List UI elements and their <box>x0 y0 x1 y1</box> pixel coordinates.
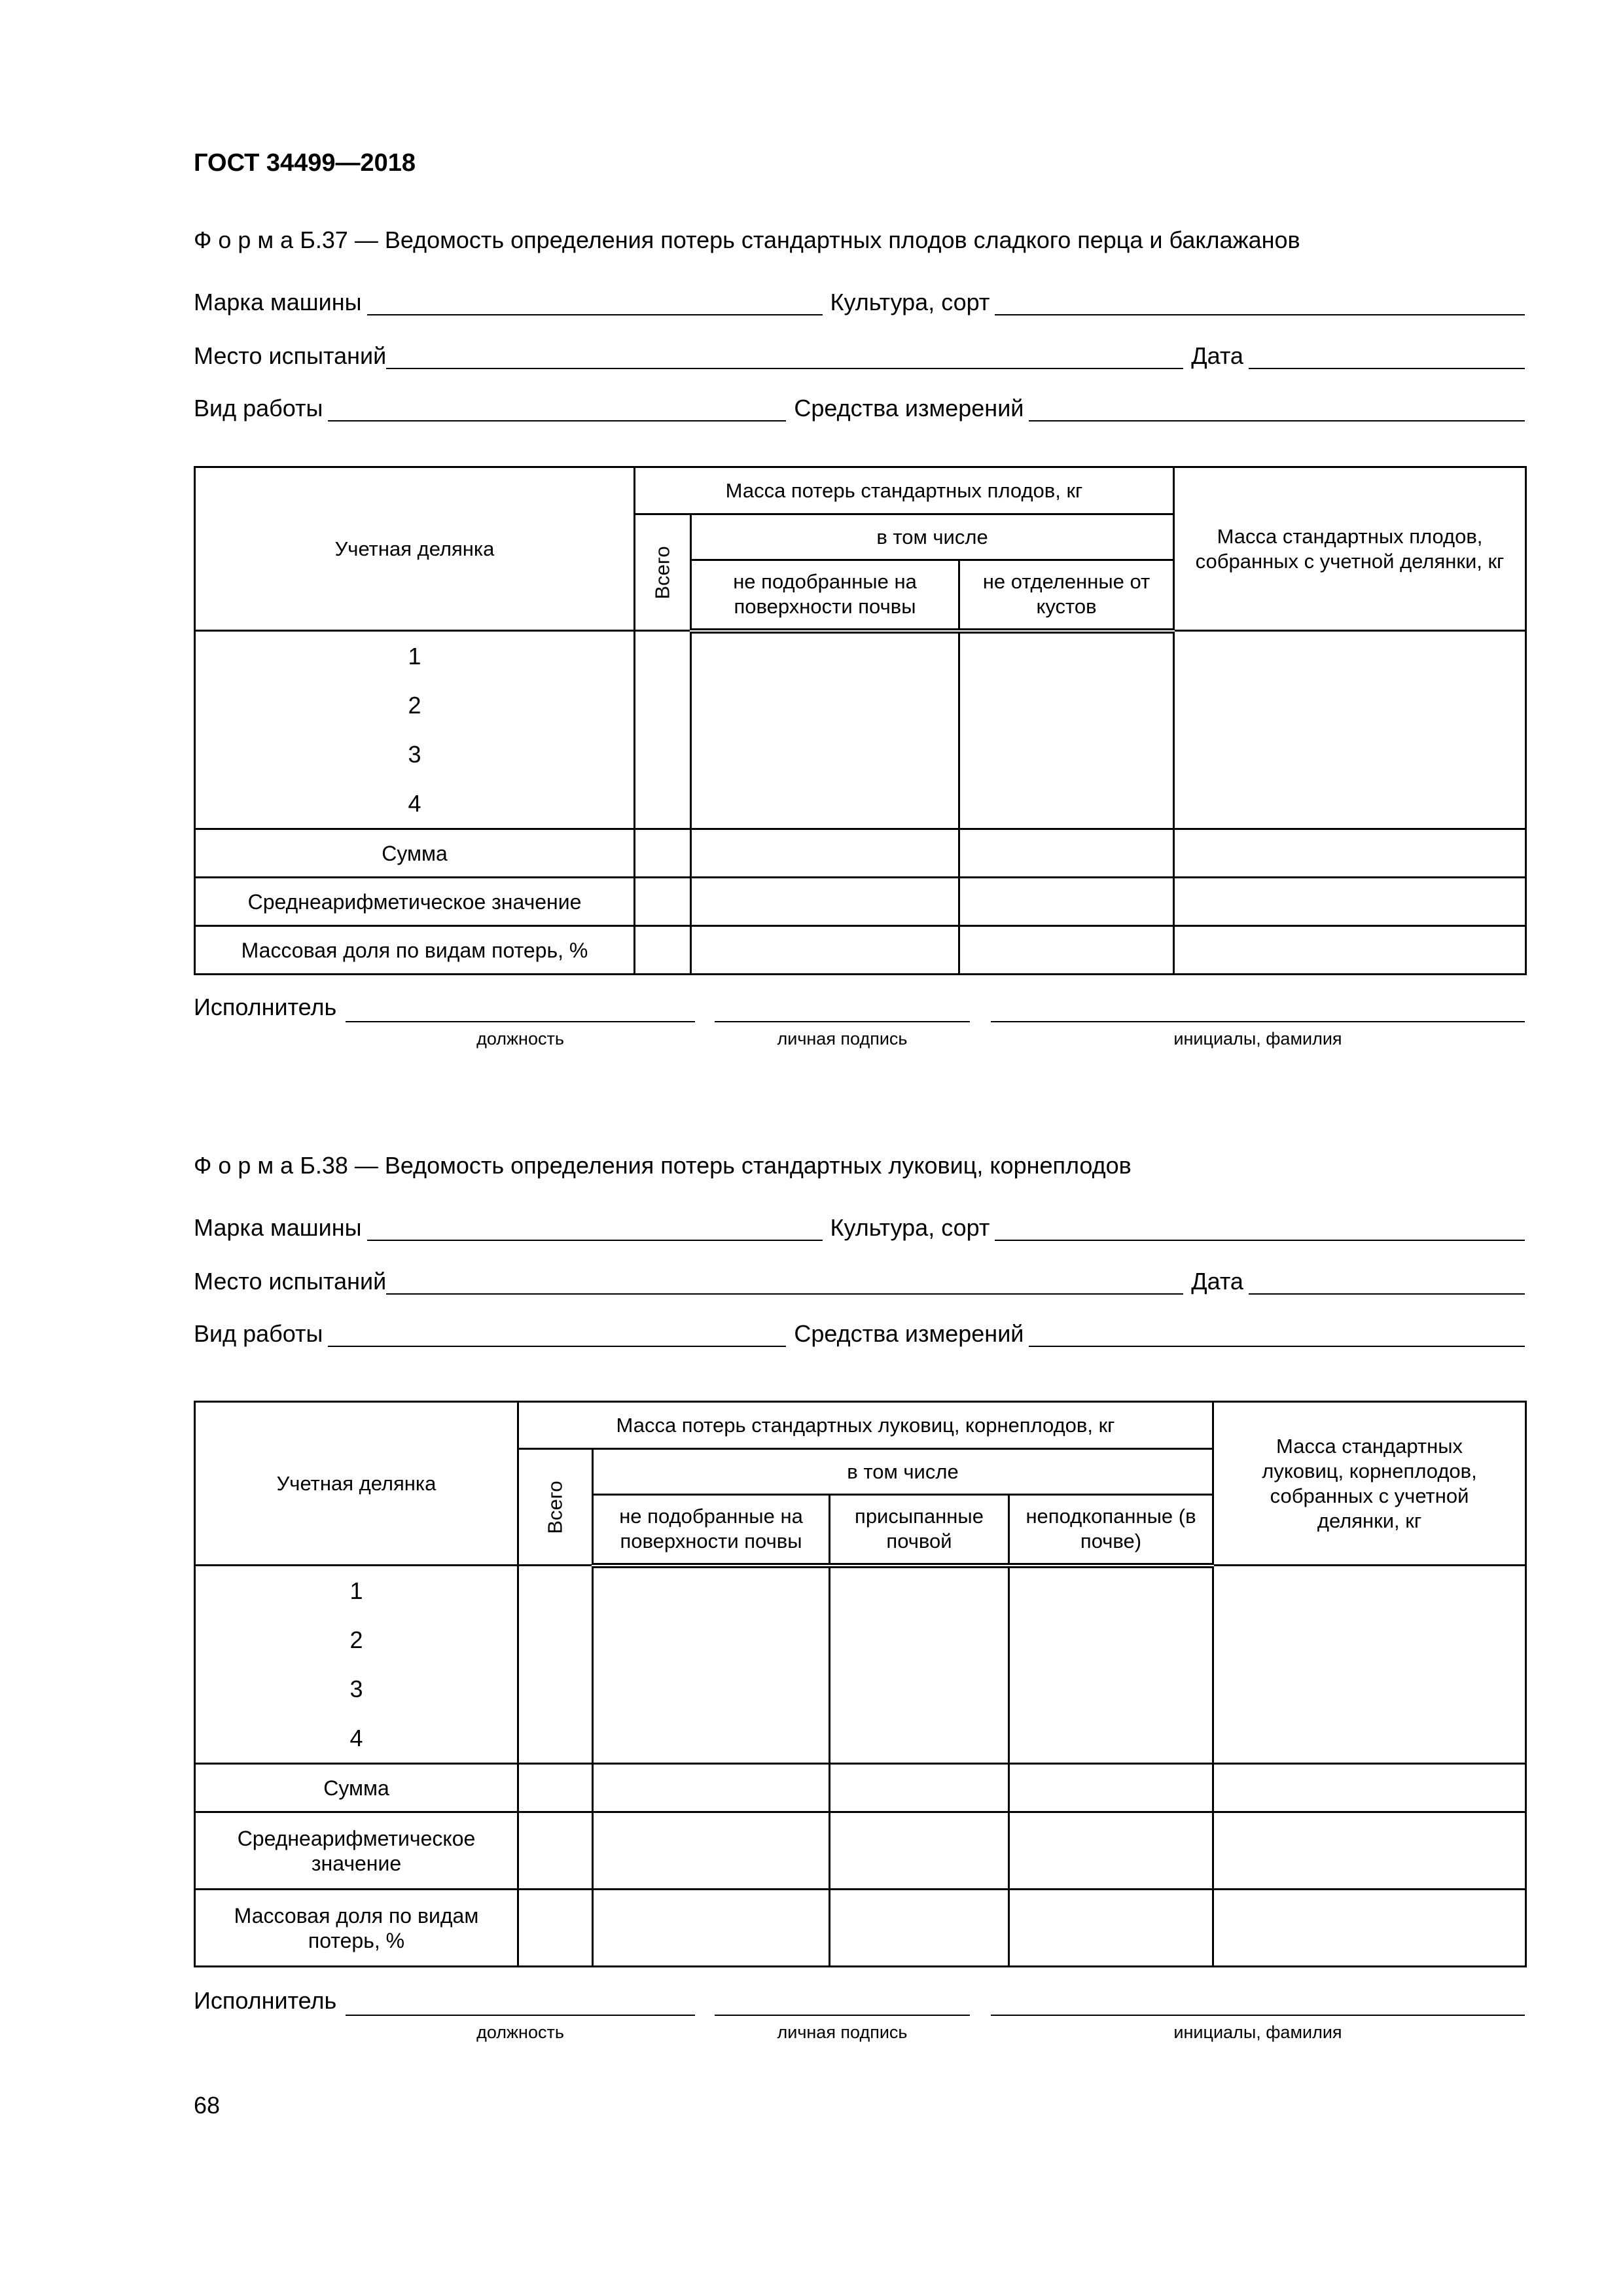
plot-number: 2 <box>349 1626 363 1653</box>
plot-number: 1 <box>349 1577 363 1604</box>
table-cell[interactable] <box>1009 1812 1213 1890</box>
form37-work-input-line[interactable] <box>328 394 786 422</box>
form38-col-not-picked: не подобранные на поверхности почвы <box>593 1495 830 1566</box>
form38-means-input-line[interactable] <box>1029 1319 1525 1347</box>
table-cell[interactable] <box>1174 878 1526 926</box>
form38-date-label: Дата <box>1191 1268 1243 1295</box>
form38-executor-label: Исполнитель <box>194 1987 337 2014</box>
table-cell[interactable] <box>518 1890 593 1967</box>
form38-machine-input-line[interactable] <box>367 1213 823 1241</box>
form38-row-mean: Среднеарифметическое значение <box>195 1812 518 1890</box>
form37-place-label: Место испытаний <box>194 342 387 369</box>
table-cell[interactable] <box>1174 631 1526 829</box>
form37-position-line[interactable] <box>346 1021 695 1022</box>
plot-number: 4 <box>349 1725 363 1751</box>
form38-place-label: Место испытаний <box>194 1268 387 1295</box>
form38-row-sum: Сумма <box>195 1764 518 1812</box>
form38-row-machine <box>194 1208 1525 1241</box>
table-cell[interactable] <box>518 1812 593 1890</box>
form37-executor-label: Исполнитель <box>194 994 337 1020</box>
form37-sign-line[interactable] <box>715 1021 970 1022</box>
form38-row-share: Массовая доля по видам потерь, % <box>195 1890 518 1967</box>
table-cell[interactable] <box>1174 926 1526 975</box>
form37-sign-caption: личная подпись <box>777 1029 908 1049</box>
form38-col-plot: Учетная делянка <box>195 1402 518 1566</box>
form37-col-plot: Учетная делянка <box>195 467 635 631</box>
form37-row-place <box>194 336 1525 369</box>
form38-col-total-cell <box>518 1449 593 1566</box>
table-cell[interactable] <box>1009 1764 1213 1812</box>
form37-means-input-line[interactable] <box>1029 394 1525 422</box>
form37-col-not-picked: не подобранные на поверхности почвы <box>691 560 959 631</box>
form37-row-work <box>194 389 1525 422</box>
form38-col-not-dug: неподкопанные (в почве) <box>1009 1495 1213 1566</box>
form37-col-mass-collected: Масса стандартных плодов, собранных с учетной делянки, кг <box>1174 467 1526 631</box>
table-cell[interactable] <box>1009 1890 1213 1967</box>
table-cell[interactable] <box>593 1764 830 1812</box>
plot-number: 2 <box>408 692 421 719</box>
plot-number: 3 <box>349 1676 363 1702</box>
table-cell[interactable] <box>691 878 959 926</box>
form38-name-line[interactable] <box>991 2015 1525 2016</box>
table-cell[interactable] <box>691 926 959 975</box>
form37-means-label: Средства измерений <box>794 395 1024 422</box>
table-cell[interactable] <box>1213 1890 1526 1967</box>
form37-col-mass-loss: Масса потерь стандартных плодов, кг <box>635 467 1174 514</box>
table-cell[interactable] <box>959 829 1174 878</box>
table-cell[interactable] <box>1213 1566 1526 1764</box>
form38-machine-label: Марка машины <box>194 1214 362 1241</box>
form37-row-machine <box>194 283 1525 315</box>
form37-signature-block <box>194 994 1525 1059</box>
form38-title-text: Б.38 — Ведомость определения потерь стандартных луковиц, корнеплодов <box>293 1152 1132 1179</box>
table-cell[interactable] <box>830 1764 1009 1812</box>
form38-position-line[interactable] <box>346 2015 695 2016</box>
form38-col-including: в том числе <box>593 1449 1213 1495</box>
form38-col-mass-collected: Масса стандартных луковиц, корнеплодов, собранных с учетной делянки, кг <box>1213 1402 1526 1566</box>
form38-sign-caption: личная подпись <box>777 2022 908 2042</box>
table-cell[interactable] <box>593 1566 830 1764</box>
table-cell[interactable] <box>518 1764 593 1812</box>
form38-title-prefix: Ф о р м а <box>194 1152 294 1179</box>
form37-place-input-line[interactable] <box>386 342 1183 369</box>
form37-title-prefix: Ф о р м а <box>194 226 294 253</box>
form38-culture-input-line[interactable] <box>995 1213 1525 1241</box>
form38-work-input-line[interactable] <box>328 1319 786 1347</box>
document-standard-number: ГОСТ 34499—2018 <box>194 149 416 177</box>
form38-signature-block <box>194 1987 1525 2053</box>
form38-row-work <box>194 1314 1525 1347</box>
form38-position-caption: должность <box>476 2022 564 2042</box>
form37-col-total-cell <box>635 514 691 631</box>
table-cell[interactable] <box>635 829 691 878</box>
form37-title <box>194 226 1300 254</box>
form38-place-input-line[interactable] <box>386 1267 1183 1295</box>
table-cell[interactable] <box>1213 1764 1526 1812</box>
form37-row-share: Массовая доля по видам потерь, % <box>195 926 635 975</box>
form37-plot-numbers <box>195 631 635 829</box>
form37-machine-input-line[interactable] <box>367 288 823 315</box>
form38-culture-label: Культура, сорт <box>830 1214 990 1241</box>
form38-row-place <box>194 1262 1525 1295</box>
form38-title <box>194 1152 1132 1179</box>
form37-col-including: в том числе <box>691 514 1174 560</box>
form37-row-sum: Сумма <box>195 829 635 878</box>
form38-table <box>194 1401 1527 1967</box>
table-cell[interactable] <box>830 1890 1009 1967</box>
table-cell[interactable] <box>830 1812 1009 1890</box>
page-number: 68 <box>194 2092 221 2119</box>
form37-culture-label: Культура, сорт <box>830 289 990 315</box>
form37-title-text: Б.37 — Ведомость определения потерь стандартных плодов сладкого перца и баклажанов <box>293 226 1300 253</box>
table-cell[interactable] <box>635 878 691 926</box>
form37-col-not-separated: не отделенные от кустов <box>959 560 1174 631</box>
form38-col-mass-loss: Масса потерь стандартных луковиц, корнеплодов, кг <box>518 1402 1213 1449</box>
form37-name-line[interactable] <box>991 1021 1525 1022</box>
form38-date-input-line[interactable] <box>1249 1267 1525 1295</box>
form38-work-label: Вид работы <box>194 1320 323 1347</box>
form38-means-label: Средства измерений <box>794 1320 1024 1347</box>
table-cell[interactable] <box>593 1812 830 1890</box>
form37-date-label: Дата <box>1191 342 1243 369</box>
table-cell[interactable] <box>959 926 1174 975</box>
table-cell[interactable] <box>635 631 691 829</box>
table-cell[interactable] <box>959 631 1174 829</box>
form37-date-input-line[interactable] <box>1249 342 1525 369</box>
form37-col-total: Всего <box>651 546 674 600</box>
form38-name-caption: инициалы, фамилия <box>1173 2022 1342 2042</box>
form37-machine-label: Марка машины <box>194 289 362 315</box>
plot-number: 4 <box>408 790 421 817</box>
table-cell[interactable] <box>593 1890 830 1967</box>
table-cell[interactable] <box>691 631 959 829</box>
form37-row-mean: Среднеарифметическое значение <box>195 878 635 926</box>
form38-col-total: Всего <box>543 1480 567 1534</box>
form38-plot-numbers <box>195 1566 518 1764</box>
form37-work-label: Вид работы <box>194 395 323 422</box>
plot-number: 3 <box>408 741 421 768</box>
form37-culture-input-line[interactable] <box>995 288 1525 315</box>
table-cell[interactable] <box>959 878 1174 926</box>
table-cell[interactable] <box>691 829 959 878</box>
table-cell[interactable] <box>1213 1812 1526 1890</box>
form37-table <box>194 466 1527 975</box>
table-cell[interactable] <box>830 1566 1009 1764</box>
form37-position-caption: должность <box>476 1029 564 1049</box>
table-cell[interactable] <box>635 926 691 975</box>
table-cell[interactable] <box>518 1566 593 1764</box>
form38-col-covered: присыпанные почвой <box>830 1495 1009 1566</box>
plot-number: 1 <box>408 643 421 670</box>
form37-name-caption: инициалы, фамилия <box>1173 1029 1342 1049</box>
table-cell[interactable] <box>1009 1566 1213 1764</box>
form38-sign-line[interactable] <box>715 2015 970 2016</box>
table-cell[interactable] <box>1174 829 1526 878</box>
